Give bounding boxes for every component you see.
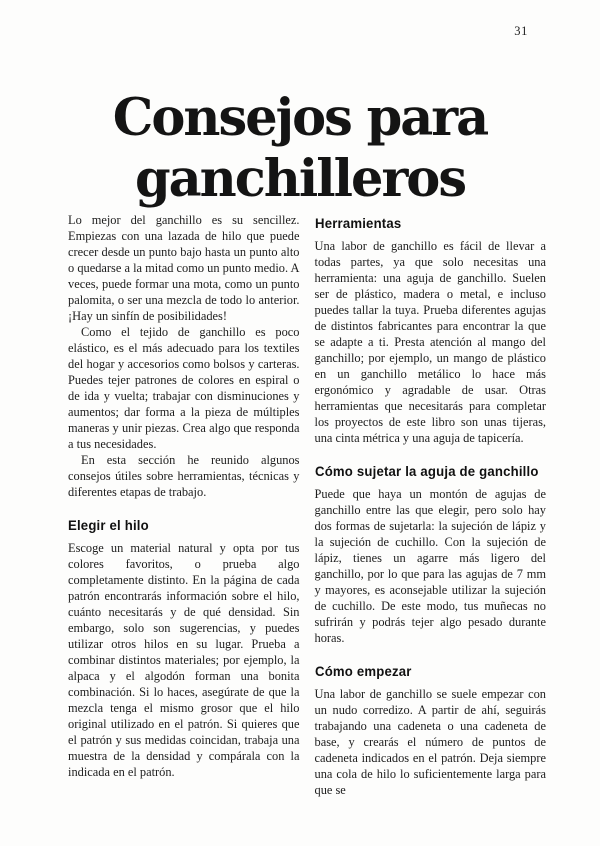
intro-paragraph-2: Como el tejido de ganchillo es poco elástico, es el más adecuado para los textiles del hogar y accesorios como bolsos y carteras. Puedes tejer patrones de colores en espiral o de ida y vuelta; trabajar con disminuciones y aumentos; dar forma a la pieza de múltiples maneras y unir piezas. Crea algo que responda a tus necesidades. bbox=[68, 325, 300, 451]
section-heading-como-sujetar: Cómo sujetar la aguja de ganchillo bbox=[314, 463, 539, 479]
section-herramientas-paragraph: Una labor de ganchillo es fácil de llevar a todas partes, ya que solo necesitas una herramienta: una aguja de ganchillo. Suelen ser de plástico, madera o metal, e incluso puedes tallar la tuya. Prueba diferentes agujas de distintos fabricantes para encontrar la que se adapte a ti. Presta atención al mango del ganchillo; por ejemplo, un mango de plástico en un ganchillo metálico lo hace más ergonómico y agradable de usar. Otras herramientas que necesitarás para completar los proyectos de este libro son unas tijeras, una cinta métrica y una aguja de tapicería. bbox=[314, 239, 546, 445]
text-columns bbox=[68, 212, 546, 798]
intro-paragraph-1: Lo mejor del ganchillo es su sencillez. Empiezas con una lazada de hilo que puede crecer desde un punto bajo hasta un punto alto o quedarse a la mitad como un punto medio. A veces, puede formar una mota, como un punto palomita, o ser una mezcla de todo lo anterior. ¡Hay un sinfín de posibilidades! bbox=[68, 213, 300, 323]
section-heading-como-empezar: Cómo empezar bbox=[314, 663, 412, 679]
right-column bbox=[315, 212, 547, 798]
page-title-line-1: Consejos para bbox=[112, 88, 488, 149]
section-sujetar-paragraph: Puede que haya un montón de agujas de ganchillo entre las que elegir, pero solo hay dos formas de sujetarla: la sujeción de lápiz y la sujeción de cuchillo. Con la sujeción de lápiz, tienes un agarre más ligero del ganchillo, por lo que para las agujas de 7 mm y mayores, es aconsejable utilizar la sujeción de cuchillo. De este modo, tus muñecas no sufrirán y podrás tejer algo pesado durante horas. bbox=[314, 487, 546, 645]
section-heading-elegir-el-hilo: Elegir el hilo bbox=[68, 517, 149, 533]
section-heading-herramientas: Herramientas bbox=[314, 215, 401, 231]
section-empezar-paragraph: Una labor de ganchillo se suele empezar con un nudo corredizo. A partir de ahí, seguirás trabajando una cadeneta o una cadeneta de base, y crearás el número de puntos de cadeneta indicados en el patrón. Deja siempre una cola de hilo lo suficientemente larga para que se bbox=[314, 687, 546, 797]
left-column bbox=[68, 212, 300, 798]
section-elegir-paragraph: Escoge un material natural y opta por tus colores favoritos, o prueba algo completamente distinto. En la página de cada patrón encontrarás información sobre el hilo, cuánto necesitarás y de qué densidad. Sin embargo, solo son sugerencias, y puedes utilizar otros hilos en su lugar. Prueba a combinar distintos materiales; por ejemplo, la alpaca y el algodón forman una bonita combinación. Si lo haces, asegúrate de que la mezcla tenga el mismo grosor que el hilo original utilizado en el patrón. Si quieres que el patrón y sus medidas coincidan, trabaja una muestra de la densidad y compárala con la indicada en el patrón. bbox=[68, 541, 300, 779]
page-number: 31 bbox=[514, 24, 528, 38]
page-title bbox=[0, 88, 600, 210]
intro-paragraph-3: En esta sección he reunido algunos consejos útiles sobre herramientas, técnicas y diferentes etapas de trabajo. bbox=[68, 453, 300, 499]
page-title-line-2: ganchilleros bbox=[134, 149, 466, 210]
